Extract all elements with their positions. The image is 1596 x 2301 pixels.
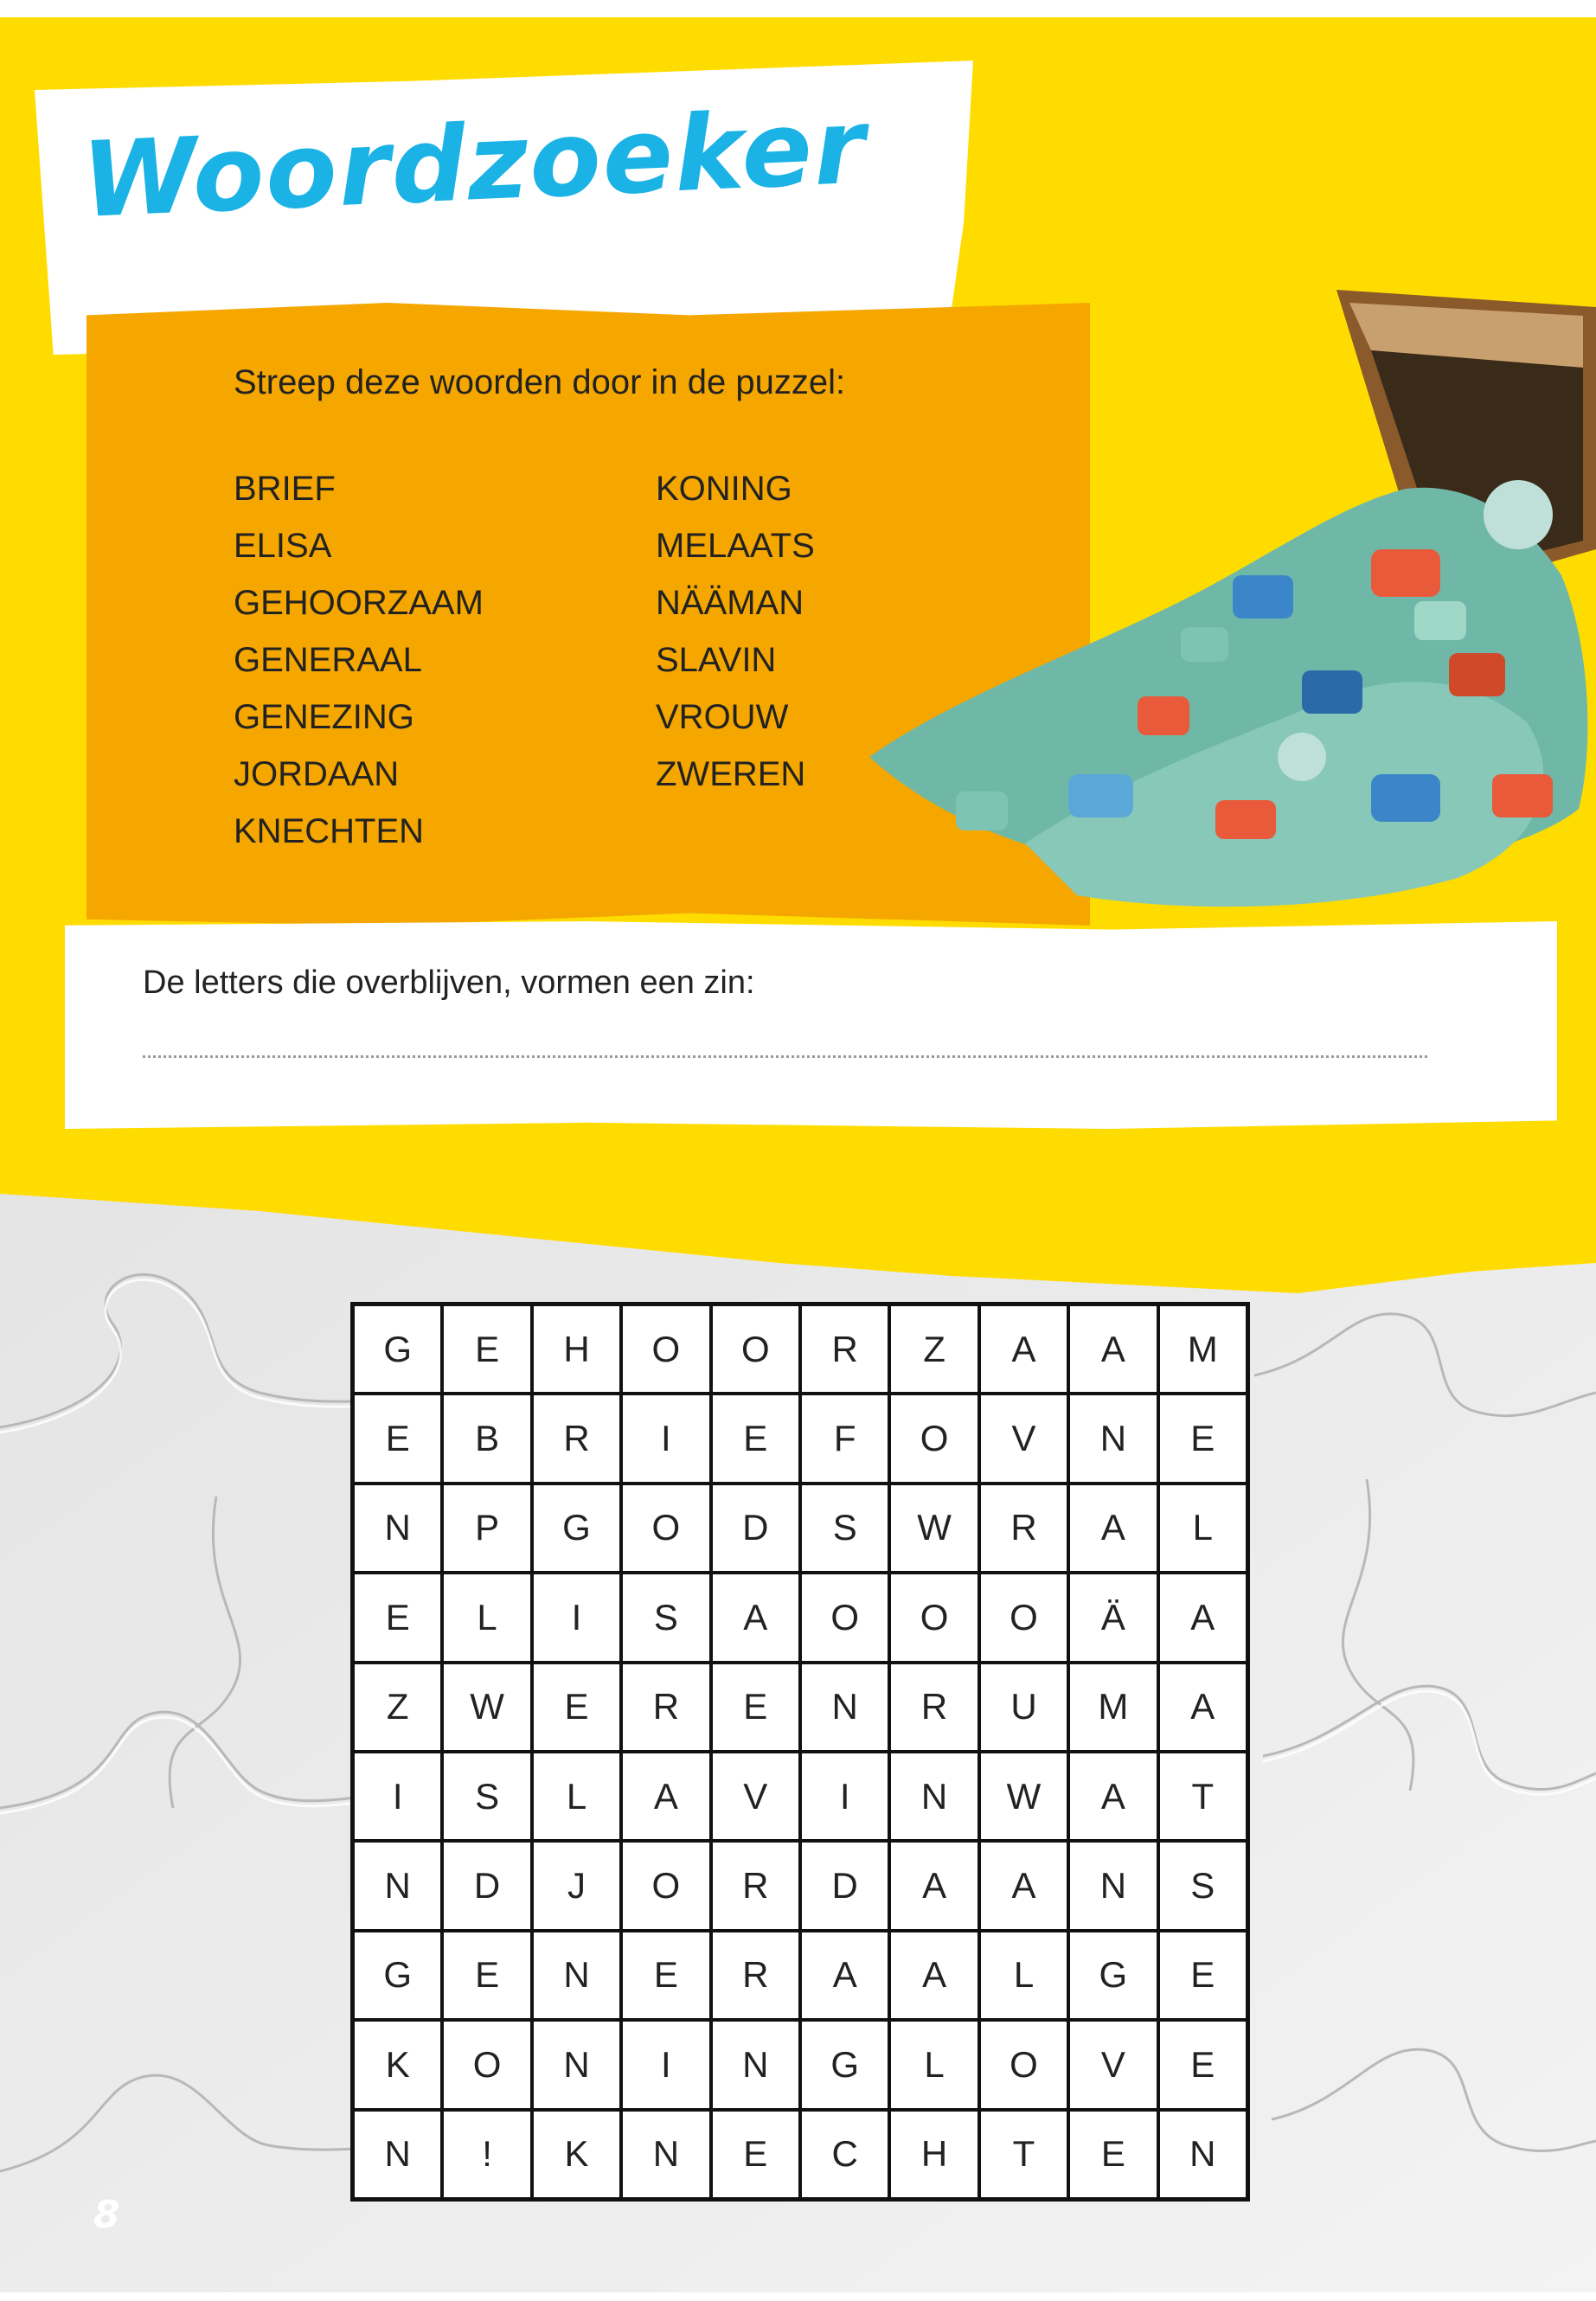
- grid-cell[interactable]: Z: [889, 1304, 978, 1394]
- grid-cell[interactable]: T: [979, 2110, 1068, 2199]
- grid-cell[interactable]: D: [442, 1841, 531, 1930]
- word-list-item: JORDAAN: [234, 755, 400, 793]
- word-list-item: NÄÄMAN: [656, 584, 804, 622]
- grid-cell[interactable]: N: [353, 1484, 442, 1573]
- grid-cell[interactable]: A: [889, 1841, 978, 1930]
- grid-cell[interactable]: A: [621, 1752, 710, 1841]
- grid-cell[interactable]: E: [1158, 1394, 1247, 1483]
- grid-cell[interactable]: N: [889, 1752, 978, 1841]
- grid-cell[interactable]: O: [800, 1573, 889, 1662]
- grid-cell[interactable]: B: [442, 1394, 531, 1483]
- answer-prompt: De letters die overblijven, vormen een zin:: [143, 965, 755, 1001]
- grid-cell[interactable]: G: [1068, 1931, 1157, 2020]
- grid-cell[interactable]: E: [711, 1394, 800, 1483]
- word-list-item: ELISA: [234, 527, 332, 565]
- grid-cell[interactable]: K: [532, 2110, 621, 2199]
- grid-cell[interactable]: E: [442, 1304, 531, 1394]
- grid-cell[interactable]: L: [442, 1573, 531, 1662]
- grid-cell[interactable]: H: [889, 2110, 978, 2199]
- grid-cell[interactable]: R: [532, 1394, 621, 1483]
- grid-cell[interactable]: F: [800, 1394, 889, 1483]
- grid-cell[interactable]: N: [1068, 1394, 1157, 1483]
- word-list-item: SLAVIN: [656, 641, 777, 679]
- grid-cell[interactable]: M: [1158, 1304, 1247, 1394]
- grid-cell[interactable]: E: [1158, 2020, 1247, 2109]
- grid-cell[interactable]: L: [1158, 1484, 1247, 1573]
- grid-cell[interactable]: O: [979, 2020, 1068, 2109]
- word-list-item: GEHOORZAAM: [234, 584, 484, 622]
- grid-cell[interactable]: A: [1068, 1304, 1157, 1394]
- instruction-text: Streep deze woorden door in de puzzel:: [234, 363, 846, 401]
- grid-cell[interactable]: S: [621, 1573, 710, 1662]
- grid-cell[interactable]: O: [979, 1573, 1068, 1662]
- word-list-item: VROUW: [656, 698, 789, 736]
- word-list-item: BRIEF: [234, 470, 336, 508]
- grid-cell[interactable]: Z: [353, 1663, 442, 1752]
- word-list-left: [234, 467, 484, 867]
- grid-cell[interactable]: G: [353, 1931, 442, 2020]
- grid-cell[interactable]: E: [442, 1931, 531, 2020]
- grid-cell[interactable]: E: [1158, 1931, 1247, 2020]
- grid-cell[interactable]: U: [979, 1663, 1068, 1752]
- word-list-item: ZWEREN: [656, 755, 806, 793]
- grid-cell[interactable]: E: [353, 1394, 442, 1483]
- grid-cell[interactable]: D: [711, 1484, 800, 1573]
- word-list-right: [656, 467, 815, 810]
- grid-cell[interactable]: E: [353, 1573, 442, 1662]
- word-search-grid: [350, 1302, 1250, 2202]
- grid-cell[interactable]: W: [889, 1484, 978, 1573]
- grid-cell[interactable]: V: [1068, 2020, 1157, 2109]
- grid-cell[interactable]: R: [621, 1663, 710, 1752]
- grid-cell[interactable]: E: [532, 1663, 621, 1752]
- grid-cell[interactable]: N: [353, 1841, 442, 1930]
- word-list-item: KNECHTEN: [234, 812, 425, 850]
- grid-cell[interactable]: G: [532, 1484, 621, 1573]
- grid-cell[interactable]: S: [1158, 1841, 1247, 1930]
- grid-cell[interactable]: W: [442, 1663, 531, 1752]
- grid-cell[interactable]: I: [353, 1752, 442, 1841]
- grid-cell[interactable]: Ä: [1068, 1573, 1157, 1662]
- grid-cell[interactable]: I: [621, 1394, 710, 1483]
- grid-cell[interactable]: N: [532, 2020, 621, 2109]
- grid-cell[interactable]: A: [979, 1841, 1068, 1930]
- grid-cell[interactable]: A: [1158, 1573, 1247, 1662]
- grid-cell[interactable]: O: [621, 1304, 710, 1394]
- grid-cell[interactable]: G: [800, 2020, 889, 2109]
- grid-cell[interactable]: A: [979, 1304, 1068, 1394]
- grid-cell[interactable]: W: [979, 1752, 1068, 1841]
- grid-cell[interactable]: N: [621, 2110, 710, 2199]
- grid-cell[interactable]: J: [532, 1841, 621, 1930]
- word-list-item: GENERAAL: [234, 641, 422, 679]
- answer-banner: [65, 921, 1557, 1129]
- grid-cell[interactable]: R: [800, 1304, 889, 1394]
- grid-cell[interactable]: T: [1158, 1752, 1247, 1841]
- grid-cell[interactable]: P: [442, 1484, 531, 1573]
- grid-cell[interactable]: A: [800, 1931, 889, 2020]
- grid-cell[interactable]: S: [800, 1484, 889, 1573]
- grid-cell[interactable]: O: [889, 1573, 978, 1662]
- grid-cell[interactable]: O: [621, 1484, 710, 1573]
- grid-cell[interactable]: D: [800, 1841, 889, 1930]
- grid-cell[interactable]: L: [532, 1752, 621, 1841]
- grid-cell[interactable]: A: [1068, 1484, 1157, 1573]
- grid-cell[interactable]: R: [979, 1484, 1068, 1573]
- grid-cell[interactable]: V: [711, 1752, 800, 1841]
- grid-cell[interactable]: A: [1068, 1752, 1157, 1841]
- grid-cell[interactable]: N: [532, 1931, 621, 2020]
- jigsaw-pieces-photo: [852, 290, 1596, 960]
- grid-cell[interactable]: R: [711, 1931, 800, 2020]
- page-number: 8: [93, 2193, 120, 2237]
- word-list-item: KONING: [656, 470, 792, 508]
- grid-cell[interactable]: O: [889, 1394, 978, 1483]
- grid-cell[interactable]: C: [800, 2110, 889, 2199]
- grid-cell[interactable]: N: [1068, 1841, 1157, 1930]
- word-list-item: GENEZING: [234, 698, 414, 736]
- grid-cell[interactable]: N: [800, 1663, 889, 1752]
- page-title: Woordzoeker: [79, 87, 869, 241]
- grid-cell[interactable]: I: [800, 1752, 889, 1841]
- grid-cell[interactable]: A: [889, 1931, 978, 2020]
- grid-cell[interactable]: I: [532, 1573, 621, 1662]
- grid-cell[interactable]: R: [711, 1841, 800, 1930]
- grid-cell[interactable]: A: [711, 1573, 800, 1662]
- grid-cell[interactable]: M: [1068, 1663, 1157, 1752]
- grid-cell[interactable]: H: [532, 1304, 621, 1394]
- page-top-margin: [0, 0, 1596, 17]
- grid-cell[interactable]: G: [353, 1304, 442, 1394]
- grid-cell[interactable]: O: [711, 1304, 800, 1394]
- grid-cell[interactable]: E: [711, 2110, 800, 2199]
- grid-cell[interactable]: N: [1158, 2110, 1247, 2199]
- word-list-item: MELAATS: [656, 527, 815, 565]
- grid-cell[interactable]: R: [889, 1663, 978, 1752]
- grid-cell[interactable]: N: [711, 2020, 800, 2109]
- grid-cell[interactable]: E: [711, 1663, 800, 1752]
- grid-cell[interactable]: E: [1068, 2110, 1157, 2199]
- grid-cell[interactable]: E: [621, 1931, 710, 2020]
- grid-cell[interactable]: V: [979, 1394, 1068, 1483]
- grid-cell[interactable]: I: [621, 2020, 710, 2109]
- grid-cell[interactable]: L: [979, 1931, 1068, 2020]
- answer-writing-line[interactable]: [143, 1055, 1427, 1058]
- grid-cell[interactable]: O: [621, 1841, 710, 1930]
- grid-cell[interactable]: L: [889, 2020, 978, 2109]
- grid-cell[interactable]: !: [442, 2110, 531, 2199]
- grid-cell[interactable]: O: [442, 2020, 531, 2109]
- grid-cell[interactable]: K: [353, 2020, 442, 2109]
- grid-cell[interactable]: N: [353, 2110, 442, 2199]
- grid-cell[interactable]: A: [1158, 1663, 1247, 1752]
- grid-cell[interactable]: S: [442, 1752, 531, 1841]
